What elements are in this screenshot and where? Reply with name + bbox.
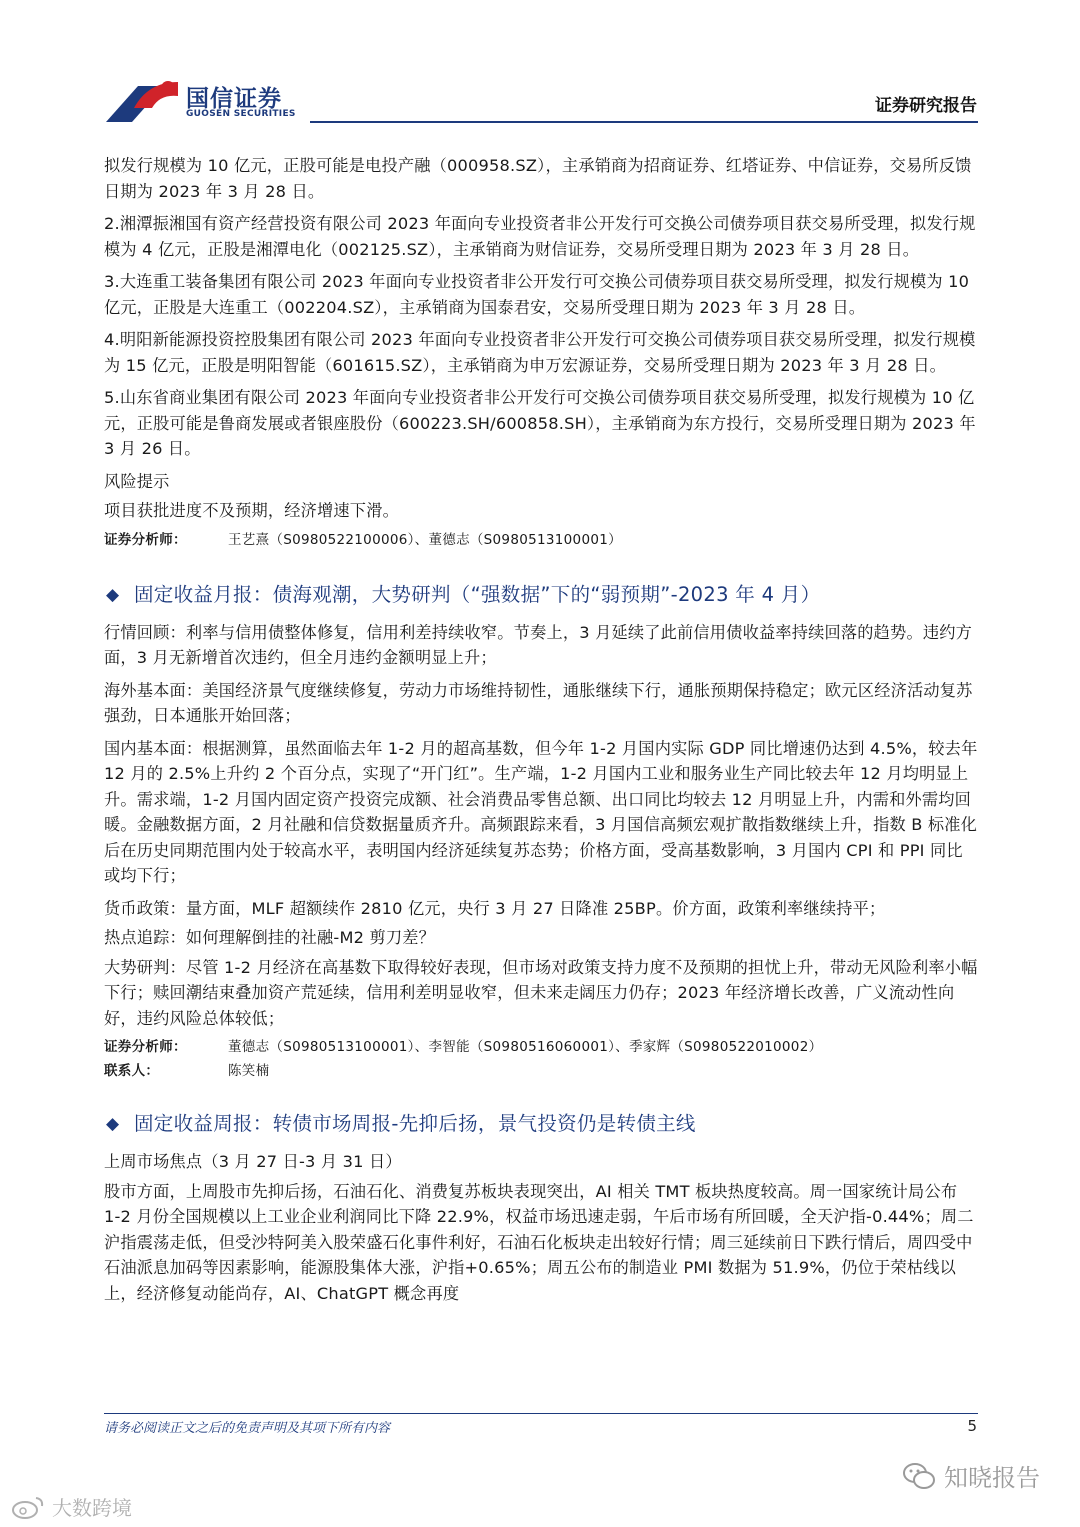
section-paragraph: 行情回顾：利率与信用债整体修复，信用利差持续收窄。节奏上，3 月延续了此前信用债收益率持续回落的趋势。违约方面，3 月无新增首次违约，但全月违约金额明显上升； [104, 622, 972, 667]
diamond-bullet-icon: ◆ [106, 584, 120, 605]
intro-paragraph: 4.明阳新能源投资控股集团有限公司 2023 年面向专业投资者非公开发行可交换公司债券项目获交易所受理，拟发行规模为 15 亿元，正股是明阳智能（601615.SZ），主承销商为申万宏源证券，交易所受理日期为 2023 年 3 月 28 日。 [104, 330, 976, 375]
contact-name: 陈笑楠 [228, 1063, 270, 1079]
diamond-bullet-icon: ◆ [106, 1114, 120, 1134]
section-title-text: 固定收益月报：债海观潮，大势研判（“强数据”下的“弱预期”-2023 年 4 月） [134, 582, 821, 606]
section-paragraph: 国内基本面：根据测算，虽然面临去年 1-2 月的超高基数，但今年 1-2 月国内实际 GDP 同比增速仍达到 4.5%，较去年 12 月的 2.5%上升约 2 个百分点，实现了“开门红”。生产端，1-2 月国内工业和服务业生产同比较去年 12 月均明显上升。需求端，1-2 月国内固定资产投资完成额、社会消费品零售总额、出口同比均较去 12 月明显上升，内需和外需均回暖。金融数据方面，2 月社融和信贷数据量质齐升。高频跟踪来看，3 月国信高频宏观扩散指数继续上升，指数 B 标准化后在历史同期范围内处于较高水平，表明国内经济延续复苏态势；价格方面，受高基数影响，3 月国内 CPI 和 PPI 同比或均下行； [104, 738, 978, 885]
analyst-row [104, 528, 978, 552]
section-title-text: 固定收益周报：转债市场周报-先抑后扬，景气投资仍是转债主线 [134, 1112, 696, 1135]
brand-name-cn: 国信证券 [186, 86, 282, 112]
section-paragraph: 货币政策：量方面，MLF 超额续作 2810 亿元，央行 3 月 27 日降准 25BP。价方面，政策利率继续持平； [104, 898, 886, 918]
section-paragraph: 上周市场焦点（3 月 27 日-3 月 31 日） [104, 1152, 402, 1171]
intro-paragraph: 拟发行规模为 10 亿元，正股可能是电投产融（000958.SZ），主承销商为招商证券、红塔证券、中信证券，交易所反馈日期为 2023 年 3 月 28 日。 [104, 156, 972, 201]
section-title-weekly [104, 1109, 978, 1139]
analyst-row [104, 1035, 978, 1059]
watermark-left [10, 1492, 132, 1521]
header-divider [310, 121, 978, 123]
footer-divider [104, 1413, 978, 1414]
intro-paragraph: 5.山东省商业集团有限公司 2023 年面向专业投资者非公开发行可交换公司债券项目获交易所受理，拟发行规模为 10 亿元，正股可能是鲁商发展或者银座股份（600223.SH/600858.SH），主承销商为东方投行，交易所受理日期为 2023 年 3 月 26 日。 [104, 388, 976, 458]
guosen-logo-icon [104, 78, 180, 124]
section-title-monthly [104, 580, 978, 610]
risk-text: 项目获批进度不及预期，经济增速下滑。 [104, 501, 399, 520]
contact-row [104, 1059, 978, 1083]
page-number: 5 [967, 1417, 977, 1435]
report-type-label: 证券研究报告 [875, 96, 977, 116]
section-paragraph: 大势研判：尽管 1-2 月经济在高基数下取得较好表现，但市场对政策支持力度不及预期的担忧上升，带动无风险利率小幅下行；赎回潮结束叠加资产荒延续，信用利差明显收窄，但未来走阔压力仍存；2023 年经济增长改善，广义流动性向好，违约风险总体较低； [104, 957, 978, 1028]
watermark-left-text: 大数跨境 [52, 1496, 132, 1520]
analyst-names: 董德志（S0980513100001）、李智能（S0980516060001）、季家辉（S0980522010002） [228, 1039, 823, 1055]
weibo-icon [10, 1494, 46, 1520]
section-paragraph: 海外基本面：美国经济景气度继续修复，劳动力市场维持韧性，通胀继续下行，通胀预期保持稳定；欧元区经济活动复苏强劲，日本通胀开始回落； [104, 680, 973, 725]
intro-paragraph: 2.湘潭振湘国有资产经营投资有限公司 2023 年面向专业投资者非公开发行可交换公司债券项目获交易所受理，拟发行规模为 4 亿元，正股是湘潭电化（002125.SZ），主承销商为财信证券，交易所受理日期为 2023 年 3 月 28 日。 [104, 214, 976, 259]
section-paragraph: 热点追踪：如何理解倒挂的社融-M2 剪刀差？ [104, 928, 436, 947]
wechat-icon [902, 1461, 936, 1491]
brand-name-en: GUOSEN SECURITIES [186, 109, 296, 119]
footer-disclaimer: 请务必阅读正文之后的免责声明及其项下所有内容 [104, 1421, 391, 1436]
section-paragraph: 股市方面，上周股市先抑后扬，石油石化、消费复苏板块表现突出，AI 相关 TMT 板块热度较高。周一国家统计局公布 1-2 月份全国规模以上工业企业利润同比下降 22.9%，权益市场迅速走弱，午后市场有所回暖，全天沪指-0.44%；周二沪指震荡走低，但受沙特阿美入股荣盛石化事件利好，石油石化板块走出较好行情；周三延续前日下跌行情后，周四受中石油派息加码等因素影响，能源股集体大涨，沪指+0.65%；周五公布的制造业 PMI 数据为 51.9%，仍位于荣枯线以上，经济修复动能尚存，AI、ChatGPT 概念再度 [104, 1181, 974, 1303]
analyst-label: 证券分析师： [104, 1039, 187, 1055]
main-content [104, 153, 978, 1313]
analyst-label: 证券分析师： [104, 531, 187, 548]
contact-label: 联系人： [104, 1063, 160, 1079]
risk-heading: 风险提示 [104, 471, 170, 491]
watermark-right [902, 1458, 1040, 1493]
watermark-right-text: 知晓报告 [944, 1464, 1040, 1492]
analyst-names: 王艺熹（S0980522100006）、董德志（S0980513100001） [228, 531, 622, 548]
intro-paragraph: 3.大连重工装备集团有限公司 2023 年面向专业投资者非公开发行可交换公司债券项目获交易所受理，拟发行规模为 10 亿元，正股是大连重工（002204.SZ），主承销商为国泰君安，交易所受理日期为 2023 年 3 月 28 日。 [104, 272, 970, 317]
page-header [0, 0, 1080, 130]
